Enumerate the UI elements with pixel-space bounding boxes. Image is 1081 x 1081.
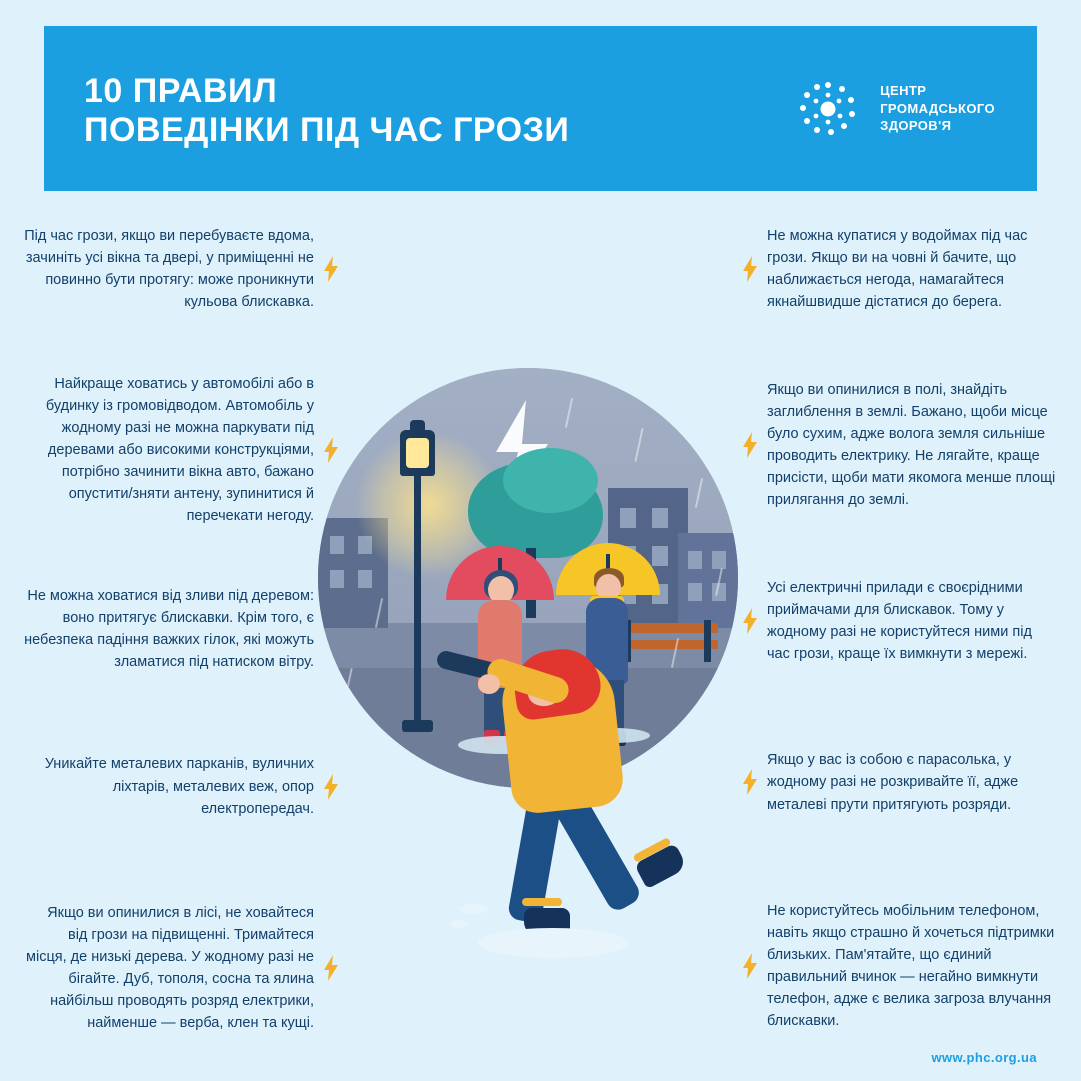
tip-item [767, 379, 1057, 511]
logo-line-3: ЗДОРОВ'Я [880, 118, 952, 134]
organization-name [880, 82, 995, 135]
lightning-bolt-icon [324, 256, 338, 282]
lightning-bolt-icon [743, 432, 757, 458]
tip-item [24, 753, 314, 819]
tip-text: Під час грози, якщо ви перебуваєте вдома, зачиніть усі вікна та двері, у приміщенні не повинно бути протягу: може проникнути кульова блискавка. [24, 228, 314, 311]
tip-text: Не можна купатися у водоймах під час грози. Якщо ви на човні й бачите, що наближається негода, намагайтеся якнайшвидше дістатися до берега. [767, 228, 1028, 311]
tip-item [767, 900, 1057, 1032]
logo-line-1: ЦЕНТР [880, 83, 927, 99]
lightning-bolt-icon [743, 256, 757, 282]
tip-item [24, 225, 314, 313]
person-hand [478, 674, 500, 694]
tip-text: Якщо ви опинилися в лісі, не ховайтеся від грози на підвищенні. Тримайтеся місця, де низькі дерева. У жодному разі не бігайте. Дуб, тополя, сосна та ялина найбільш проводять розряд електрики, найменше — верба, клен та кущі. [26, 904, 314, 1031]
title-line-2: ПОВЕДІНКИ ПІД ЧАС ГРОЗИ [84, 110, 570, 149]
tip-text: Не можна ховатися від зливи під деревом: воно притягує блискавки. Крім того, є небезпека падіння важких гілок, які можуть зламатися під натиском вітру. [24, 588, 314, 671]
tip-item [24, 902, 314, 1034]
storm-illustration [318, 368, 738, 848]
lightning-bolt-icon [743, 608, 757, 634]
lightning-bolt-icon [324, 955, 338, 981]
left-tips-column [24, 225, 314, 1076]
tip-item [767, 225, 1057, 313]
water-splash [460, 904, 488, 914]
tip-text: Усі електричні прилади є своєрідними приймачами для блискавок. Тому у жодному разі не користуйтеся ними під час грози, краще їх вимкнути з мережі. [767, 580, 1032, 663]
phc-logo-icon [792, 73, 864, 145]
tip-item [24, 585, 314, 673]
tip-item [767, 749, 1057, 815]
tip-item [24, 373, 314, 527]
water-splash [478, 928, 628, 958]
lightning-bolt-icon [743, 953, 757, 979]
boot-cuff [522, 898, 562, 906]
page-title [84, 68, 569, 148]
tip-text: Не користуйтесь мобільним телефоном, навіть якщо страшно й хочеться підтримки близьких. Пам'ятайте, що єдиний правильний вчинок — негайно вимкнути телефон, адже є велика загроза влучання блискавки. [767, 902, 1055, 1029]
tip-text: Найкраще ховатись у автомобілі або в будинку із громовідводом. Автомобіль у жодному разі не можна паркувати під деревами або високими конструкціями, потрібно зачинити вікна авто, бажано опустити/зняти антену, зупинитися й перечекати негоду. [45, 376, 314, 525]
organization-logo [792, 73, 1001, 145]
header-banner [44, 26, 1037, 191]
right-tips-column [767, 225, 1057, 1074]
website-url[interactable]: www.phc.org.ua [931, 1050, 1037, 1065]
tip-text: Уникайте металевих парканів, вуличних ліхтарів, металевих веж, опор електропередач. [44, 756, 314, 817]
water-splash [450, 920, 468, 928]
tip-text: Якщо у вас із собою є парасолька, у жодному разі не розкривайте її, адже металеві прути притягують розряди. [767, 752, 1019, 813]
tip-text: Якщо ви опинилися в полі, знайдіть заглиблення в землі. Бажано, щоби місце було сухим, адже волога земля сильніше проводить електрику. Не лягайте, краще присісти, щоби мати якомога менше площі прилягання до землі. [767, 382, 1056, 509]
logo-line-2: ГРОМАДСЬКОГО [880, 100, 995, 116]
foreground-person [318, 368, 738, 848]
lightning-bolt-icon [743, 769, 757, 795]
title-line-1: 10 ПРАВИЛ [84, 72, 278, 111]
tip-item [767, 577, 1057, 665]
